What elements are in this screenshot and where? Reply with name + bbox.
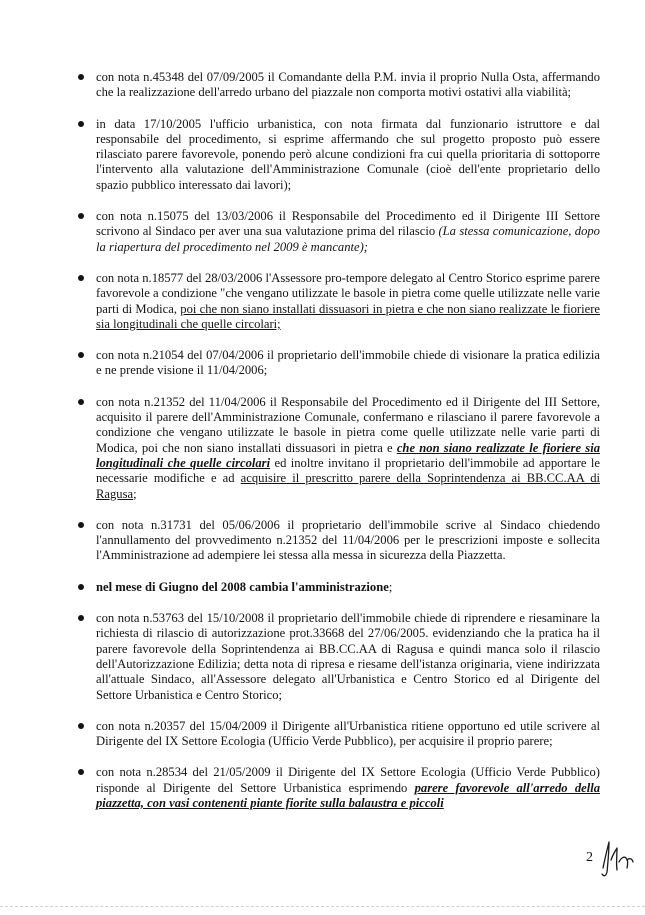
bullet-icon [78, 584, 84, 590]
list-item [60, 395, 600, 502]
item-text: in data 17/10/2005 l'ufficio urbanistica, con nota firmata dal funzionario istruttore e dal responsabile del procedimento, si esprime affermando che sul progetto proposto può essere rilasciato parere favorevole, ponendo però alcune condizioni fra cui quella prioritaria di sottoporre l'intervento alla valutazione dell'Amministrazione Comunale (cioè dell'ente proprietario dello spazio pubblico interessato dai lavori); [96, 116, 600, 192]
item-text: con nota n.18577 del 28/03/2006 l'Assessore pro-tempore delegato al Centro Storico esprime parere favorevole a condizione "che vengano utilizzate le basole in pietra come quelle utilizzate nelle varie parti di Modica, [96, 270, 600, 316]
item-emphasis-text: parere favorevole all'arredo della piazzetta, con vasi contenenti piante fiorite sulla balaustra e piccoli [96, 780, 601, 810]
bullet-icon [78, 213, 84, 219]
bullet-icon [78, 522, 84, 528]
list-item [60, 70, 600, 101]
item-underlined-text: poi che non siano installati dissuasori in pietra e che non siano realizzate le fioriere sia longitudinali che quelle circolari; [96, 301, 600, 331]
bullet-icon [78, 399, 84, 405]
item-emphasis-text: che non siano realizzate le fioriere sia longitudinali che quelle circolari [96, 440, 600, 470]
item-text: con nota n.21054 del 07/04/2006 il proprietario dell'immobile chiede di visionare la pratica edilizia e ne prende visione il 11/04/2006; [96, 348, 600, 378]
item-text: con nota n.21352 del 11/04/2006 il Responsabile del Procedimento ed il Dirigente del III Settore, acquisito il parere dell'Amministrazione Comunale, confermano e rilasciano il parere favorevole a condizione che vengano utilizzate le basole in pietra come quelle utilizzate nelle varie parti di Modica, poi che non siano installati dissuasori in pietra e [96, 394, 600, 455]
signature-icon [597, 838, 639, 880]
list-item [60, 348, 600, 379]
bullet-icon [78, 769, 84, 775]
item-text: con nota n.45348 del 07/09/2005 il Comandante della P.M. invia il proprio Nulla Osta, affermando che la realizzazione dell'arredo urbano del piazzale non comporta motivi ostativi alla viabilità; [96, 70, 600, 100]
item-text-end: ; [133, 486, 137, 501]
item-text: con nota n.20357 del 15/04/2009 il Dirigente all'Urbanistica ritiene opportuno ed utile scrivere al Dirigente del IX Settore Ecologia (Ufficio Verde Pubblico), per acquisire il proprio parere; [96, 718, 600, 749]
bullet-icon [78, 121, 84, 127]
item-underlined-text: acquisire il prescritto parere della Soprintendenza ai BB.CC.AA di Ragusa [96, 471, 600, 501]
bullet-icon [78, 74, 84, 80]
item-italic-note: (La stessa comunicazione, dopo la riapertura del procedimento nel 2009 è mancante); [96, 224, 600, 254]
item-text: con nota n.15075 del 13/03/2006 il Responsabile del Procedimento ed il Dirigente III Settore scrivono al Sindaco per aver una sua valutazione prima del rilascio [96, 209, 600, 239]
bullet-icon [78, 352, 84, 358]
list-item [60, 209, 600, 255]
list-item [60, 765, 600, 811]
item-list [60, 70, 600, 827]
item-text: con nota n.28534 del 21/05/2009 il Dirigente del IX Settore Ecologia (Ufficio Verde Pubblico) risponde al Dirigente del Settore Urbanistica esprimendo [96, 765, 600, 795]
item-text: con nota n.31731 del 05/06/2006 il proprietario dell'immobile scrive al Sindaco chiedendo l'annullamento del provvedimento n.21352 del 11/04/2006 per le prescrizioni imposte e sollecita l'Amministrazione ad adempiere lei stessa alla messa in sicurezza della Piazzetta. [96, 517, 600, 563]
item-bold-heading: nel mese di Giugno del 2008 cambia l'amministrazione [96, 579, 389, 594]
item-text: ; [388, 579, 393, 594]
list-item [60, 117, 600, 193]
bullet-icon [78, 275, 84, 281]
bullet-icon [78, 615, 84, 621]
list-item [60, 271, 600, 332]
list-item [60, 719, 600, 750]
list-item [60, 580, 600, 595]
bullet-icon [78, 723, 84, 729]
page-number: 2 [586, 850, 593, 865]
page-edge-divider [0, 906, 645, 907]
list-item [60, 611, 600, 703]
list-item [60, 518, 600, 564]
item-text: con nota n.53763 del 15/10/2008 il proprietario dell'immobile chiede di riprendere e riesaminare la richiesta di rilascio di autorizzazione prot.33668 del 27/06/2005. evidenziando che la pratica ha il parere favorevole della Soprintendenza ai BB.CC.AA di Ragusa e quindi manca solo il rilascio dell'Autorizzazione Edilizia; detta nota di ripresa e riesame dell'istanza originaria, viene indirizzata all'attuale Sindaco, all'Assessore delegato all'Urbanistica e Centro Storico ed al Dirigente del Settore Urbanistica e Centro Storico; [96, 611, 600, 702]
item-text-continued: ed inoltre invitano il proprietario dell'immobile ad apportare le necessarie modifiche e ad [96, 455, 600, 486]
